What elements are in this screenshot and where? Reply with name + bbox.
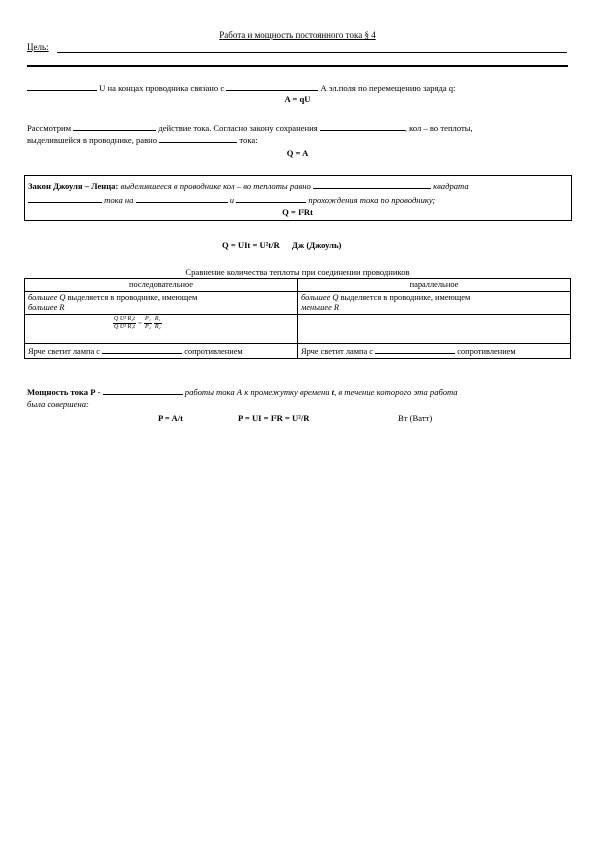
blank-field[interactable] bbox=[73, 122, 156, 131]
table-row bbox=[25, 279, 571, 292]
page-title: Работа и мощность постоянного тока § 4 bbox=[219, 30, 376, 40]
paragraph-text: , кол – во теплоты, bbox=[404, 123, 473, 133]
formula-q-a: Q = A bbox=[286, 148, 309, 158]
formula-text: Q = UIt = U²t/R bbox=[222, 240, 280, 250]
fraction-num: Q U² R₂t bbox=[114, 316, 135, 322]
cell-text: выделяется в проводнике, имеющем bbox=[340, 293, 471, 302]
cell-text: Q bbox=[332, 293, 339, 302]
power-definition bbox=[27, 386, 458, 397]
fraction-num: P₁ bbox=[145, 316, 151, 322]
joule-lenz-line1 bbox=[28, 180, 469, 191]
table-row bbox=[25, 344, 571, 359]
table-row bbox=[25, 292, 571, 315]
cell-parallel-heat bbox=[298, 292, 571, 315]
power-text: работы тока А к промежутку времени bbox=[184, 387, 330, 397]
unit-watt: Вт (Ватт) bbox=[398, 413, 433, 423]
goal-line bbox=[57, 52, 567, 53]
blank-field[interactable] bbox=[103, 386, 183, 395]
fraction-num: R₁ bbox=[154, 316, 161, 322]
ratio-right bbox=[154, 316, 162, 331]
blank-field[interactable] bbox=[236, 194, 306, 203]
power-text: , в течение которого эта работа bbox=[334, 387, 458, 397]
paragraph-text: действие тока. Согласно закону сохранения bbox=[158, 123, 318, 133]
comparison-caption: Сравнение количества теплоты при соединении проводников bbox=[185, 267, 410, 277]
law-text: выделившееся в проводнике кол – во теплоты равно bbox=[120, 181, 311, 191]
cell-text: меньшее bbox=[301, 303, 332, 312]
blank-field[interactable] bbox=[320, 122, 405, 131]
ratio-left bbox=[113, 316, 136, 331]
law-text: тока на bbox=[104, 195, 134, 205]
cell-text: большее bbox=[28, 293, 58, 302]
cell-text: большее bbox=[28, 303, 58, 312]
cell-text: большее bbox=[301, 293, 331, 302]
cell-text: R bbox=[333, 303, 340, 312]
header-series: последовательное bbox=[25, 279, 298, 292]
paragraph-text: тока: bbox=[239, 135, 258, 145]
goal-label: Цель: bbox=[27, 42, 49, 52]
cell-text: Q bbox=[59, 293, 66, 302]
blank-field[interactable] bbox=[375, 345, 455, 354]
cell-text: выделяется в проводнике, имеющем bbox=[67, 293, 198, 302]
fraction-den: P₂ bbox=[145, 324, 151, 330]
cell-text: сопротивлением bbox=[457, 347, 516, 356]
cell-series-lamp bbox=[25, 344, 298, 359]
cell-text: R bbox=[59, 303, 65, 312]
cell-text: сопротивлением bbox=[184, 347, 243, 356]
formula-joule-lenz: Q = I²Rt bbox=[282, 207, 313, 217]
comparison-table bbox=[24, 278, 571, 359]
paragraph-voltage bbox=[27, 82, 455, 93]
blank-field[interactable] bbox=[102, 345, 182, 354]
ratio-equals: = bbox=[137, 319, 142, 328]
blank-field[interactable] bbox=[313, 180, 431, 189]
fraction-den: R₂ bbox=[154, 324, 161, 330]
paragraph-text: А эл.поля по перемещению заряда q: bbox=[320, 83, 456, 93]
header-divider bbox=[27, 65, 568, 67]
cell-parallel-ratio bbox=[298, 315, 571, 344]
cell-parallel-lamp bbox=[298, 344, 571, 359]
paragraph-text: Рассмотрим bbox=[27, 123, 72, 133]
cell-text: Ярче светит лампа с bbox=[301, 347, 374, 356]
joule-lenz-line2 bbox=[28, 194, 435, 205]
blank-field[interactable] bbox=[28, 194, 102, 203]
table-row bbox=[25, 315, 571, 344]
header-parallel: параллельное bbox=[298, 279, 571, 292]
power-label: Мощность тока Р - bbox=[27, 387, 101, 397]
formula-p-at: P = A/t bbox=[158, 413, 183, 423]
blank-field[interactable] bbox=[136, 194, 228, 203]
fraction-den: Q U² R₁t bbox=[114, 324, 135, 330]
paragraph-text: U на концах проводника связано с bbox=[99, 83, 225, 93]
formula-p-ui: P = UI = I²R = U²/R bbox=[238, 413, 310, 423]
cell-series-heat bbox=[25, 292, 298, 315]
blank-field[interactable] bbox=[159, 134, 237, 143]
blank-field[interactable] bbox=[226, 82, 318, 91]
paragraph-heat bbox=[27, 122, 473, 133]
paragraph-text: выделившейся в проводнике, равно bbox=[27, 135, 158, 145]
blank-field[interactable] bbox=[27, 82, 97, 91]
law-text: прохождения тока по проводнику; bbox=[308, 195, 436, 205]
cell-text: Ярче светит лампа с bbox=[28, 347, 101, 356]
law-text: и bbox=[229, 195, 235, 205]
law-name: Закон Джоуля – Ленца: bbox=[28, 181, 119, 191]
formula-q-uit bbox=[222, 240, 341, 250]
power-text: t bbox=[331, 387, 335, 397]
ratio-mid bbox=[144, 316, 152, 331]
formula-a-qu: A = qU bbox=[284, 94, 311, 104]
cell-series-ratio bbox=[25, 315, 298, 344]
paragraph-heat-line2 bbox=[27, 134, 258, 145]
power-text-line2: была совершена: bbox=[27, 399, 89, 409]
unit-joule: Дж (Джоуль) bbox=[292, 240, 342, 250]
law-text: квадрата bbox=[433, 181, 469, 191]
